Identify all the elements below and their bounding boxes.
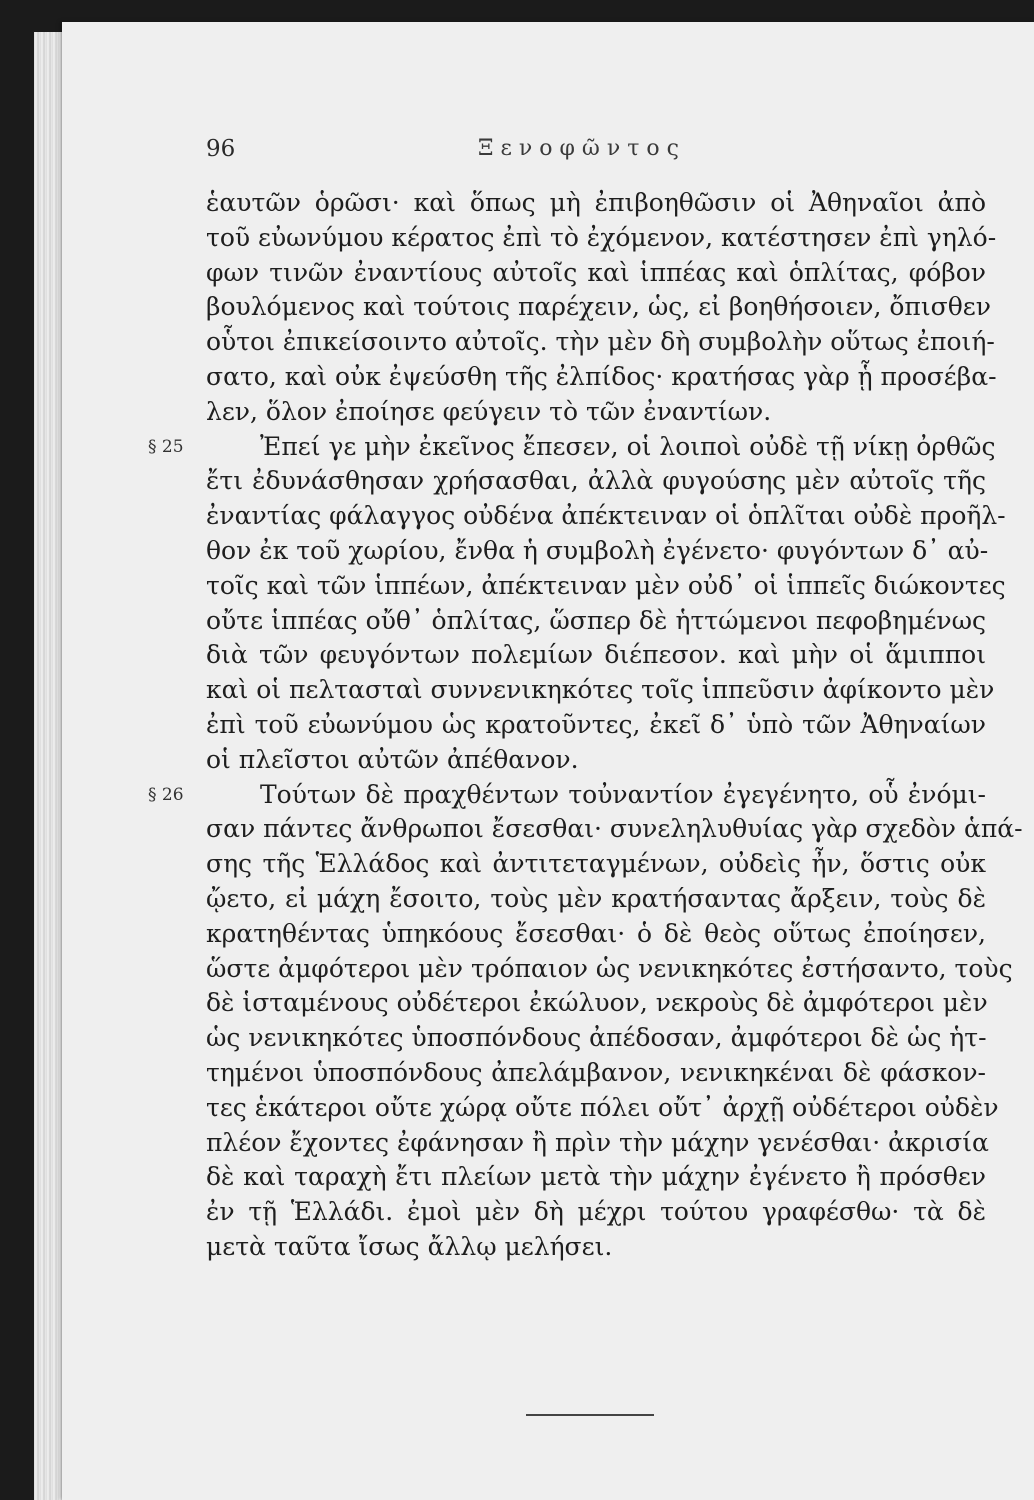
text-line	[206, 1021, 986, 1056]
line-text: δὲ ἱσταμένους οὐδέτεροι ἐκώλυον, νεκροὺς δὲ ἀμφότεροι μὲν	[206, 988, 988, 1018]
line-text: ἐναντίας φάλαγγος οὐδένα ἀπέκτειναν οἱ ὁπλῖται οὐδὲ προῆλ-	[206, 501, 1006, 531]
line-text: οὔτε ἱππέας οὔθ᾽ ὁπλίτας, ὥσπερ δὲ ἡττώμενοι πεφοβημένως	[206, 605, 986, 635]
running-title: Ξενοφῶντος	[478, 136, 686, 161]
text-line	[206, 743, 986, 778]
text-line	[206, 464, 986, 499]
text-line	[206, 847, 986, 882]
line-text: τοῦ εὐωνύμου κέρατος ἐπὶ τὸ ἐχόμενον, κατέστησεν ἐπὶ γηλό-	[206, 222, 997, 252]
text-line	[206, 1230, 986, 1265]
text-line	[206, 1056, 986, 1091]
text-line	[206, 604, 986, 639]
paragraph	[148, 778, 1023, 1265]
line-text: κρατηθέντας ὑπηκόους ἔσεσθαι· ὁ δὲ θεὸς οὕτως ἐποίησεν,	[206, 918, 986, 948]
line-text: μετὰ ταῦτα ἴσως ἄλλῳ μελήσει.	[206, 1231, 613, 1261]
paragraph	[148, 430, 1006, 778]
text-line	[206, 1195, 986, 1230]
line-text: δὲ καὶ ταραχὴ ἔτι πλείων μετὰ τὴν μάχην ἐγένετο ἢ πρόσθεν	[206, 1162, 986, 1192]
line-text: τημένοι ὑποσπόνδους ἀπελάμβανον, νενικηκέναι δὲ φάσκον-	[206, 1057, 986, 1087]
text-line	[206, 186, 986, 221]
page-number: 96	[206, 136, 236, 162]
line-text: σης τῆς Ἑλλάδος καὶ ἀντιτεταγμένων, οὐδεὶς ἦν, ὅστις οὐκ	[206, 849, 986, 879]
line-text: Τούτων δὲ πραχθέντων τοὐναντίον ἐγεγένητο, οὗ ἐνόμι-	[260, 779, 986, 809]
line-text: καὶ οἱ πελτασταὶ συννενικηκότες τοῖς ἱππεῦσιν ἀφίκοντο μὲν	[206, 675, 995, 705]
text-line	[206, 812, 1023, 847]
line-text: ἑαυτῶν ὁρῶσι· καὶ ὅπως μὴ ἐπιβοηθῶσιν οἱ Ἀθηναῖοι ἀπὸ	[206, 188, 986, 217]
text-line	[206, 1091, 999, 1126]
line-text: Ἐπεί γε μὴν ἐκεῖνος ἔπεσεν, οἱ λοιποὶ οὐδὲ τῇ νίκῃ ὀρθῶς	[260, 431, 996, 461]
line-text: τοῖς καὶ τῶν ἱππέων, ἀπέκτειναν μὲν οὐδ᾽ οἱ ἱππεῖς διώκοντες	[206, 570, 1006, 600]
line-text: φων τινῶν ἐναντίους αὐτοῖς καὶ ἱππέας καὶ ὁπλίτας, φόβον	[206, 257, 986, 287]
line-text: ὡς νενικηκότες ὑποσπόνδους ἀπέδοσαν, ἀμφότεροι δὲ ὡς ἡτ-	[206, 1023, 987, 1053]
text-line	[206, 638, 986, 673]
text-line	[206, 256, 986, 291]
line-text: ὥστε ἀμφότεροι μὲν τρόπαιον ὡς νενικηκότες ἐστήσαντο, τοὺς	[206, 953, 1013, 983]
end-rule	[526, 1414, 654, 1416]
line-text: οὗτοι ἐπικείσοιντο αὐτοῖς. τὴν μὲν δὴ συμβολὴν οὕτως ἐποιή-	[206, 327, 995, 357]
text-line	[206, 499, 1006, 534]
text-line	[148, 430, 996, 465]
text-line	[206, 290, 991, 325]
line-text: σατο, καὶ οὐκ ἐψεύσθη τῆς ἐλπίδος· κρατήσας γὰρ ᾗ προσέβα-	[206, 361, 997, 391]
text-line	[206, 986, 986, 1021]
page-header	[206, 136, 986, 172]
line-text: ἔτι ἐδυνάσθησαν χρήσασθαι, ἀλλὰ φυγούσης μὲν αὐτοῖς τῆς	[206, 466, 986, 496]
line-text: οἱ πλεῖστοι αὐτῶν ἀπέθανον.	[206, 744, 579, 774]
section-marker: § 26	[148, 784, 184, 805]
text-line	[206, 395, 986, 430]
text-line	[206, 325, 995, 360]
line-text: τες ἑκάτεροι οὔτε χώρᾳ οὔτε πόλει οὔτ᾽ ἀρχῇ οὐδέτεροι οὐδὲν	[206, 1092, 999, 1122]
line-text: σαν πάντες ἄνθρωποι ἔσεσθαι· συνεληλυθυίας γὰρ σχεδὸν ἁπά-	[206, 814, 1023, 844]
line-text: ἐν τῇ Ἑλλάδι. ἐμοὶ μὲν δὴ μέχρι τούτου γραφέσθω· τὰ δὲ	[206, 1197, 986, 1227]
text-line	[206, 917, 986, 952]
text-line	[206, 1126, 989, 1161]
line-text: λεν, ὅλον ἐποίησε φεύγειν τὸ τῶν ἐναντίων.	[206, 396, 772, 426]
line-text: ἐπὶ τοῦ εὐωνύμου ὡς κρατοῦντες, ἐκεῖ δ᾽ ὑπὸ τῶν Ἀθηναίων	[206, 709, 986, 739]
line-text: πλέον ἔχοντες ἐφάνησαν ἢ πρὶν τὴν μάχην γενέσθαι· ἀκρισία	[206, 1127, 989, 1157]
text-line	[206, 882, 986, 917]
line-text: ᾤετο, εἰ μάχη ἔσοιτο, τοὺς μὲν κρατήσαντας ἄρξειν, τοὺς δὲ	[206, 883, 986, 913]
text-line	[206, 1160, 986, 1195]
line-text: θον ἐκ τοῦ χωρίου, ἔνθα ἡ συμβολὴ ἐγένετο· φυγόντων δ᾽ αὐ-	[206, 535, 989, 565]
text-line	[206, 221, 997, 256]
line-text: βουλόμενος καὶ τούτοις παρέχειν, ὡς, εἰ βοηθήσοιεν, ὄπισθεν	[206, 292, 991, 322]
paragraph	[206, 186, 997, 430]
text-line	[206, 360, 997, 395]
section-marker: § 25	[148, 436, 184, 457]
text-line	[206, 569, 1006, 604]
text-line	[206, 708, 986, 743]
text-line	[206, 952, 1013, 987]
text-line	[206, 534, 989, 569]
main-text	[148, 186, 1023, 1265]
line-text: διὰ τῶν φευγόντων πολεμίων διέπεσον. καὶ μὴν οἱ ἅμιπποι	[206, 640, 986, 670]
text-line	[206, 673, 995, 708]
text-line	[148, 778, 986, 813]
